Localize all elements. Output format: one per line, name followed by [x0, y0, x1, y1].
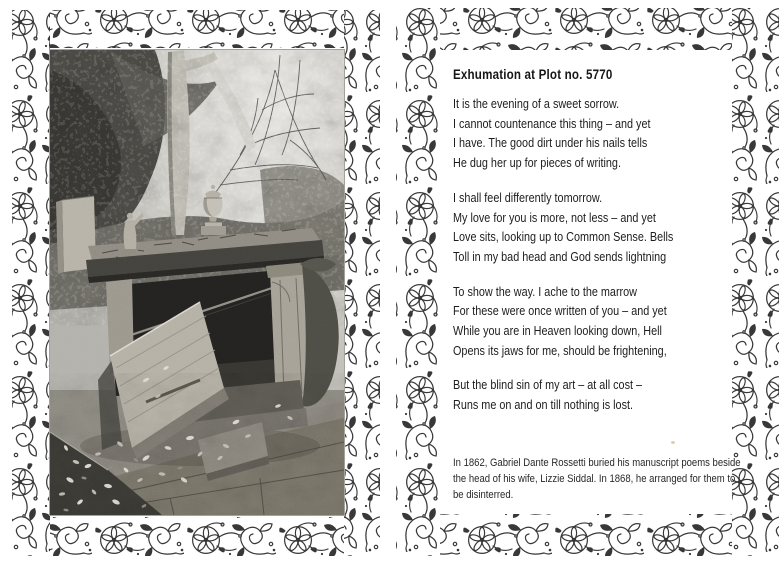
poem-line: My love for you is more, not less – and yet [453, 210, 656, 225]
right-page-border-left [396, 8, 440, 556]
left-page-border-right [344, 10, 380, 556]
poem-column [453, 66, 733, 431]
right-page-border-bottom [440, 514, 732, 556]
tomb-photo [50, 50, 344, 515]
poem-line: I have. The good dirt under his nails tells [453, 136, 648, 151]
stanza-4 [453, 376, 733, 415]
poem-line: Love sits, looking up to Common Sense. Bells [453, 230, 674, 245]
poem-line: To show the way. I ache to the marrow [453, 284, 638, 299]
poem-line: He dug her up for pieces of writing. [453, 156, 621, 171]
footnote [453, 455, 759, 503]
right-page-border-top [440, 8, 732, 50]
poem-line: For these were once written of you – and yet [453, 304, 667, 319]
left-page-border-top [50, 10, 344, 48]
poem-line: While you are in Heaven looking down, Hell [453, 324, 662, 339]
left-page-border-bottom [50, 517, 344, 556]
stanza-1 [453, 95, 733, 174]
stanza-3 [453, 283, 733, 362]
footnote-line: the head of his wife, Lizzie Siddal. In 1868, he arranged for them to [453, 473, 736, 485]
footnote-line: In 1862, Gabriel Dante Rossetti buried his manuscript poems beside [453, 457, 741, 469]
poem-title: Exhumation at Plot no. 5770 [453, 67, 613, 82]
stanza-2 [453, 189, 733, 268]
poem-line: It is the evening of a sweet sorrow. [453, 97, 620, 111]
poem-line: I shall feel differently tomorrow. [453, 190, 603, 205]
poem-line: Runs me on and on till nothing is lost. [453, 398, 634, 413]
paper-speck [671, 441, 675, 444]
left-page-border-left [12, 10, 50, 556]
poem-line: Opens its jaws for me, should be frightening, [453, 343, 667, 358]
poem-line: Toll in my bad head and God sends lightning [453, 249, 667, 264]
poem-line: But the blind sin of my art – at all cost – [453, 378, 643, 393]
footnote-line: be disinterred. [453, 489, 514, 501]
poem-line: I cannot countenance this thing – and yet [453, 116, 651, 131]
